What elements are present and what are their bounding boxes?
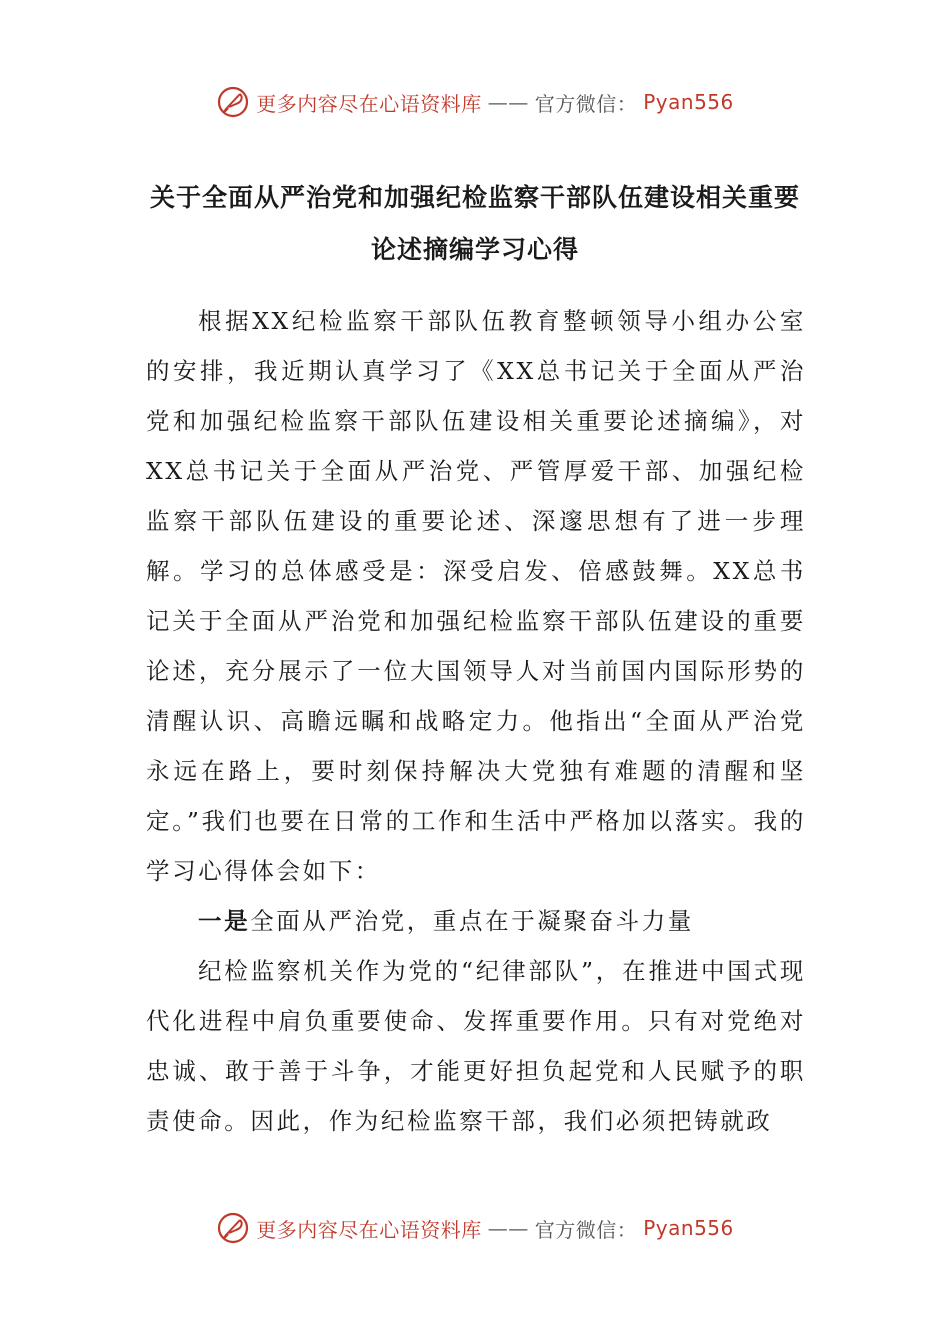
banner-site-text: 更多内容尽在心语资料库 <box>256 91 482 116</box>
title-line-2: 论述摘编学习心得 <box>370 235 579 264</box>
paragraph-intro: 根据XX纪检监察干部队伍教育整顿领导小组办公室的安排，我近期认真学习了《XX总书记关于全面从严治党和加强纪检监察干部队伍建设相关重要论述摘编》，对XX总书记关于全面从严治党、严管厚爱干部、加强纪检监察干部队伍建设的重要论述、深邃思想有了进一步理解。学习的总体感受是：深受启发、倍感鼓舞。XX总书记关于全面从严治党和加强纪检监察干部队伍建设的重要论述，充分展示了一位大国领导人对当前国内国际形势的清醒认识、高瞻远瞩和战略定力。他指出“全面从严治党永远在路上，要时刻保持解决大党独有难题的清醒和坚定。”我们也要在日常的工作和生活中严格加以落实。我的学习心得体会如下： <box>146 307 806 885</box>
banner-dash: —— <box>487 90 529 114</box>
banner-site-text: 更多内容尽在心语资料库 <box>256 1217 482 1242</box>
quill-logo-icon <box>216 1211 250 1245</box>
title-line-1: 关于全面从严治党和加强纪检监察干部队伍建设相关重要 <box>149 183 800 212</box>
header-watermark-banner <box>0 82 950 122</box>
quill-logo-icon <box>216 85 250 119</box>
paragraph-section-1: 纪检监察机关作为党的“纪律部队”，在推进中国式现代化进程中肩负重要使命、发挥重要作用。只有对党绝对忠诚、敢于善于斗争，才能更好担负起党和人民赋予的职责使命。因此，作为纪检监察干部，我们必须把铸就政 <box>146 957 806 1135</box>
section-heading-1 <box>146 896 806 946</box>
document-body <box>146 296 806 1146</box>
footer-watermark-banner <box>0 1208 950 1248</box>
document-title <box>100 172 850 276</box>
banner-wechat-label: 官方微信： <box>534 91 638 116</box>
banner-wechat-id: Pyan556 <box>643 90 734 114</box>
banner-dash: —— <box>487 1216 529 1240</box>
banner-wechat-label: 官方微信： <box>534 1217 638 1242</box>
section-lead: 一是 <box>198 907 251 935</box>
section-heading-text: 全面从严治党，重点在于凝聚奋斗力量 <box>250 907 694 935</box>
banner-wechat-id: Pyan556 <box>643 1216 734 1240</box>
